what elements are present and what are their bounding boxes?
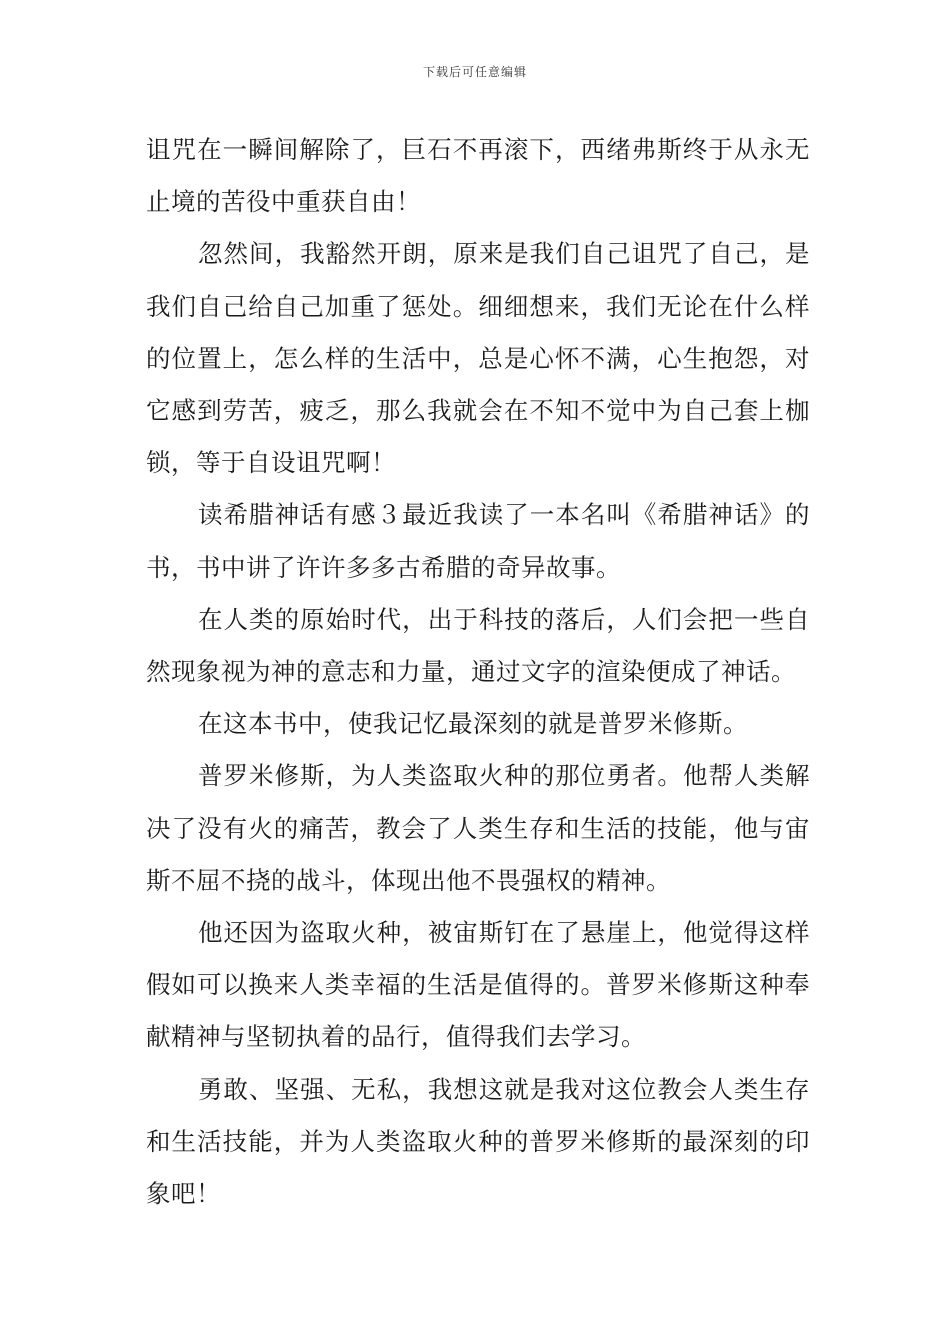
paragraph: 普罗米修斯，为人类盗取火种的那位勇者。他帮人类解决了没有火的痛苦，教会了人类生存和生活的技能，他与宙斯不屈不挠的战斗，体现出他不畏强权的精神。 <box>146 761 810 895</box>
paragraph: 在这本书中，使我记忆最深刻的就是普罗米修斯。 <box>198 709 748 739</box>
document-body <box>146 124 810 1220</box>
paragraph: 他还因为盗取火种，被宙斯钉在了悬崖上，他觉得这样假如可以换来人类幸福的生活是值得的。普罗米修斯这种奉献精神与坚韧执着的品行，值得我们去学习。 <box>146 918 810 1052</box>
paragraph: 诅咒在一瞬间解除了，巨石不再滚下，西绪弗斯终于从永无止境的苦役中重获自由！ <box>146 135 810 217</box>
paragraph: 忽然间，我豁然开朗，原来是我们自己诅咒了自己，是我们自己给自己加重了惩处。细细想来，我们无论在什么样的位置上，怎么样的生活中，总是心怀不满，心生抱怨，对它感到劳苦，疲乏，那么我就会在不知不觉中为自己套上枷锁，等于自设诅咒啊！ <box>146 239 810 478</box>
paragraph: 勇敢、坚强、无私，我想这就是我对这位教会人类生存和生活技能，并为人类盗取火种的普罗米修斯的最深刻的印象吧！ <box>146 1074 810 1209</box>
page-header: 下载后可任意编辑 <box>422 65 527 79</box>
paragraph: 在人类的原始时代，出于科技的落后，人们会把一些自然现象视为神的意志和力量，通过文字的渲染便成了神话。 <box>146 604 810 687</box>
paragraph: 读希腊神话有感３最近我读了一本名叫《希腊神话》的书，书中讲了许许多多古希腊的奇异故事。 <box>146 500 810 582</box>
